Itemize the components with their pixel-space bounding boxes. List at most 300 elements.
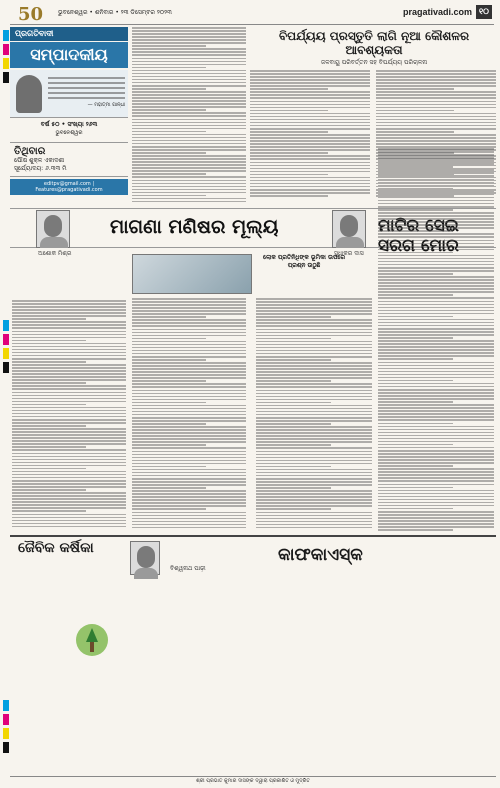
text-line	[256, 341, 372, 343]
text-line	[256, 472, 372, 474]
text-line	[250, 140, 370, 142]
text-line	[132, 460, 246, 462]
text-line	[256, 508, 331, 510]
text-line	[376, 91, 496, 93]
text-line	[256, 347, 372, 349]
text-line	[378, 511, 494, 513]
text-line	[378, 209, 453, 211]
text-line	[132, 173, 206, 175]
text-line	[250, 97, 370, 99]
text-line	[132, 463, 246, 465]
quote-author: — ମହାତ୍ମା ଗାନ୍ଧୀ	[87, 102, 125, 108]
text-line	[132, 502, 246, 504]
text-line	[378, 328, 494, 330]
text-line	[250, 137, 370, 139]
text-line	[378, 343, 494, 345]
text-line	[378, 395, 494, 397]
site-url[interactable]: pragativadi.com	[402, 7, 472, 17]
text-line	[132, 183, 246, 185]
text-line	[378, 188, 453, 190]
text-line	[378, 490, 494, 492]
text-line	[250, 177, 370, 179]
text-line	[256, 496, 372, 498]
text-line	[132, 33, 246, 35]
text-line	[250, 146, 370, 148]
text-line	[256, 322, 372, 324]
text-line	[378, 413, 494, 415]
text-line	[256, 301, 372, 303]
text-line	[256, 432, 372, 434]
text-line	[256, 329, 372, 331]
text-line	[12, 306, 126, 308]
text-line	[250, 82, 370, 84]
feature1-byline: ଅଶୋକ ମିଶ୍ର	[38, 250, 72, 257]
text-line	[256, 393, 372, 395]
text-line	[132, 332, 246, 334]
text-line	[378, 160, 494, 162]
text-line	[256, 335, 372, 337]
text-line	[378, 502, 494, 504]
text-line	[132, 405, 246, 407]
text-line	[250, 158, 370, 160]
text-line	[132, 125, 246, 127]
text-line	[256, 338, 331, 340]
issue-meta	[10, 118, 128, 140]
text-line	[378, 529, 453, 531]
top-story-headline: ବିପର୍ଯ୍ୟୟ ପ୍ରସ୍ତୁତି ଲାଗି ନୂଆ କୌଶଳର ଆବଶ୍ୟକତା	[278, 29, 470, 57]
text-line	[256, 332, 372, 334]
text-line	[256, 457, 372, 459]
text-line	[378, 438, 494, 440]
text-line	[376, 94, 496, 96]
text-line	[256, 420, 372, 422]
text-line	[132, 466, 206, 468]
text-line	[250, 94, 370, 96]
text-line	[378, 358, 453, 360]
text-line	[12, 459, 126, 461]
text-line	[256, 383, 372, 385]
text-line	[256, 377, 372, 379]
text-line	[376, 76, 496, 78]
quote-box	[10, 70, 128, 118]
text-line	[12, 474, 126, 476]
author-photo	[130, 541, 160, 575]
text-line	[12, 486, 126, 488]
text-line	[378, 377, 494, 379]
text-line	[378, 331, 494, 333]
text-line	[12, 324, 126, 326]
text-line	[132, 481, 246, 483]
text-line	[256, 307, 372, 309]
text-line	[250, 101, 370, 103]
text-line	[12, 373, 126, 375]
text-line	[378, 313, 494, 315]
text-line	[132, 79, 246, 81]
text-line	[378, 249, 494, 251]
text-line	[378, 261, 494, 263]
text-line	[256, 490, 372, 492]
text-line	[12, 489, 86, 491]
text-line	[378, 276, 494, 278]
text-line	[378, 459, 494, 461]
text-line	[12, 498, 126, 500]
text-line	[132, 429, 246, 431]
editorial-body	[132, 27, 246, 205]
text-line	[256, 512, 372, 514]
text-line	[12, 318, 86, 320]
text-line	[256, 447, 372, 449]
text-line	[378, 151, 494, 153]
text-line	[132, 146, 246, 148]
text-line	[256, 313, 372, 315]
text-line	[256, 390, 372, 392]
text-line	[378, 157, 494, 159]
text-line	[250, 192, 370, 194]
text-line	[256, 438, 372, 440]
text-line	[378, 258, 494, 260]
text-line	[378, 166, 453, 168]
text-line	[132, 451, 246, 453]
text-line	[132, 344, 246, 346]
text-line	[250, 174, 328, 176]
text-line	[378, 264, 494, 266]
author-photo	[36, 210, 70, 248]
text-line	[376, 73, 496, 75]
text-line	[132, 353, 246, 355]
text-line	[132, 170, 246, 172]
text-line	[378, 477, 494, 479]
text-line	[378, 465, 453, 467]
text-line	[12, 312, 126, 314]
pull-quote: ଲୋକ ପ୍ରତିନିଧିଙ୍କ ଭୂମିକା ଉପରେ ପ୍ରଶ୍ନ ଉଠୁଛି	[263, 254, 345, 269]
text-line	[132, 444, 206, 446]
text-line	[132, 347, 246, 349]
text-line	[132, 499, 246, 501]
text-line	[378, 322, 494, 324]
bottom-right-headline: କାଫକାଏସ୍କ	[278, 545, 363, 565]
text-line	[132, 164, 246, 166]
text-line	[132, 109, 206, 111]
text-line	[256, 426, 372, 428]
text-line	[378, 471, 494, 473]
text-line	[378, 221, 494, 223]
text-line	[12, 367, 126, 369]
text-line	[132, 435, 246, 437]
text-line	[132, 374, 246, 376]
text-line	[250, 88, 328, 90]
text-line	[132, 432, 246, 434]
text-line	[256, 518, 372, 520]
text-line	[132, 180, 246, 182]
text-line	[250, 85, 370, 87]
text-line	[132, 496, 246, 498]
text-line	[376, 116, 496, 118]
text-line	[132, 115, 246, 117]
text-line	[378, 493, 494, 495]
text-line	[378, 169, 494, 171]
text-line	[256, 325, 372, 327]
text-line	[132, 91, 246, 93]
text-line	[378, 526, 494, 528]
text-line	[256, 463, 372, 465]
text-line	[378, 386, 494, 388]
text-line	[378, 175, 494, 177]
text-line	[12, 431, 126, 433]
text-line	[12, 434, 126, 436]
text-line	[378, 523, 494, 525]
text-line	[256, 487, 331, 489]
text-line	[132, 359, 206, 361]
text-line	[256, 414, 372, 416]
text-line	[132, 390, 246, 392]
text-line	[12, 483, 126, 485]
tithi-box	[10, 142, 128, 177]
text-line	[376, 101, 496, 103]
text-line	[132, 414, 246, 416]
text-line	[378, 297, 494, 299]
text-line	[378, 294, 453, 296]
text-line	[132, 478, 246, 480]
text-line	[376, 110, 454, 112]
text-line	[250, 131, 328, 133]
contact-email[interactable]: editpv@gmail.com | Features@pragativadi.com	[10, 179, 128, 195]
text-line	[256, 444, 331, 446]
text-line	[12, 321, 126, 323]
text-line	[132, 39, 246, 41]
text-line	[132, 408, 246, 410]
text-line	[378, 230, 453, 232]
text-line	[378, 267, 494, 269]
text-line	[250, 122, 370, 124]
text-line	[378, 462, 494, 464]
text-line	[132, 329, 246, 331]
text-line	[378, 236, 494, 238]
text-line	[132, 67, 206, 69]
text-line	[378, 194, 494, 196]
text-line	[12, 337, 126, 339]
text-line	[378, 447, 494, 449]
text-line	[378, 404, 494, 406]
text-line	[12, 471, 126, 473]
text-line	[12, 398, 126, 400]
text-line	[132, 417, 246, 419]
text-line	[378, 392, 494, 394]
text-line	[132, 195, 206, 197]
text-line	[132, 201, 246, 203]
text-line	[378, 307, 494, 309]
text-line	[378, 349, 494, 351]
text-line	[256, 374, 372, 376]
text-line	[378, 212, 494, 214]
text-line	[378, 352, 494, 354]
text-line	[132, 399, 246, 401]
text-line	[132, 88, 206, 90]
text-line	[250, 110, 328, 112]
text-line	[132, 396, 246, 398]
text-line	[132, 527, 246, 529]
text-line	[256, 304, 372, 306]
text-line	[132, 457, 246, 459]
text-line	[256, 502, 372, 504]
text-line	[12, 501, 126, 503]
text-line	[376, 88, 454, 90]
bottom-right-byline: ବିଶ୍ୱନାଥ ପାଢ଼ୀ	[170, 565, 206, 572]
text-line	[12, 303, 126, 305]
text-line	[378, 444, 453, 446]
top-story-body	[250, 70, 498, 200]
masthead	[10, 3, 494, 25]
text-line	[378, 505, 494, 507]
text-line	[250, 168, 370, 170]
text-line	[250, 171, 370, 173]
text-line	[378, 355, 494, 357]
text-line	[376, 137, 496, 139]
text-line	[132, 140, 246, 142]
text-line	[256, 524, 372, 526]
text-line	[250, 119, 370, 121]
text-line	[12, 446, 86, 448]
text-line	[12, 477, 126, 479]
text-line	[132, 82, 246, 84]
text-line	[256, 405, 372, 407]
quote-text-lines	[48, 74, 125, 114]
text-line	[12, 437, 126, 439]
text-line	[132, 61, 246, 63]
text-line	[132, 54, 246, 56]
text-line	[132, 122, 246, 124]
brand-label: ପ୍ରଗତିବାଦୀ	[10, 27, 128, 41]
text-line	[132, 48, 246, 50]
text-line	[12, 465, 126, 467]
text-line	[378, 432, 494, 434]
text-line	[378, 496, 494, 498]
text-line	[256, 460, 372, 462]
text-line	[378, 288, 494, 290]
text-line	[12, 422, 126, 424]
section-title: ସମ୍ପାଦକୀୟ	[10, 42, 128, 68]
text-line	[132, 341, 246, 343]
text-line	[376, 104, 496, 106]
text-line	[378, 316, 453, 318]
text-line	[378, 389, 494, 391]
text-line	[12, 379, 126, 381]
text-line	[256, 475, 372, 477]
text-line	[378, 227, 494, 229]
text-line	[250, 128, 370, 130]
text-line	[12, 468, 86, 470]
text-line	[12, 404, 86, 406]
text-line	[378, 337, 453, 339]
text-line	[378, 374, 494, 376]
text-line	[12, 514, 126, 516]
text-line	[250, 70, 370, 72]
text-line	[132, 475, 246, 477]
text-line	[12, 419, 126, 421]
text-line	[256, 380, 331, 382]
text-line	[132, 64, 246, 66]
text-line	[132, 371, 246, 373]
feature2-headline: ମାଟିର ସେଇ ସରଗ ମୋର	[378, 216, 459, 256]
text-line	[12, 416, 126, 418]
text-line	[132, 411, 246, 413]
text-line	[376, 113, 496, 115]
text-line	[378, 182, 494, 184]
anniversary-logo: 50	[18, 4, 44, 25]
text-line	[378, 340, 494, 342]
text-line	[132, 70, 246, 72]
text-line	[132, 313, 246, 315]
text-line	[378, 334, 494, 336]
text-line	[256, 469, 372, 471]
text-line	[378, 346, 494, 348]
text-line	[376, 97, 496, 99]
text-line	[378, 514, 494, 516]
text-line	[132, 103, 246, 105]
text-line	[250, 107, 370, 109]
page-number: ୧୦	[476, 5, 492, 19]
text-line	[378, 215, 494, 217]
text-line	[132, 149, 246, 151]
text-line	[378, 179, 494, 181]
text-line	[250, 73, 370, 75]
text-line	[12, 407, 126, 409]
text-line	[378, 410, 494, 412]
text-line	[250, 149, 370, 151]
text-line	[132, 155, 246, 157]
issue-place: ଭୁବନେଶ୍ୱର	[55, 130, 83, 136]
text-line	[132, 420, 246, 422]
text-line	[132, 524, 246, 526]
text-line	[378, 362, 494, 364]
text-line	[378, 453, 494, 455]
text-line	[256, 402, 331, 404]
text-line	[12, 352, 126, 354]
text-line	[132, 325, 246, 327]
text-line	[256, 441, 372, 443]
text-line	[378, 480, 494, 482]
text-line	[132, 100, 246, 102]
text-line	[250, 79, 370, 81]
dateline: ଭୁବନେଶ୍ୱର • ଶନିବାର • ୨୩ ଡିସେମ୍ବର ୨୦୨୩	[58, 9, 172, 16]
text-line	[378, 154, 494, 156]
text-line	[256, 484, 372, 486]
text-line	[12, 331, 126, 333]
text-line	[378, 233, 494, 235]
text-line	[132, 36, 246, 38]
text-line	[132, 380, 206, 382]
text-line	[12, 507, 126, 509]
text-line	[250, 189, 370, 191]
text-line	[132, 161, 246, 163]
text-line	[132, 176, 246, 178]
text-line	[378, 291, 494, 293]
text-line	[132, 186, 246, 188]
text-line	[256, 408, 372, 410]
text-line	[132, 167, 246, 169]
text-line	[12, 517, 126, 519]
text-line	[378, 243, 494, 245]
text-line	[132, 158, 246, 160]
text-line	[132, 301, 246, 303]
text-line	[378, 474, 494, 476]
text-line	[12, 523, 126, 525]
text-line	[378, 441, 494, 443]
text-line	[132, 94, 246, 96]
text-line	[378, 285, 494, 287]
text-line	[132, 198, 246, 200]
text-line	[376, 143, 496, 145]
text-line	[132, 350, 246, 352]
